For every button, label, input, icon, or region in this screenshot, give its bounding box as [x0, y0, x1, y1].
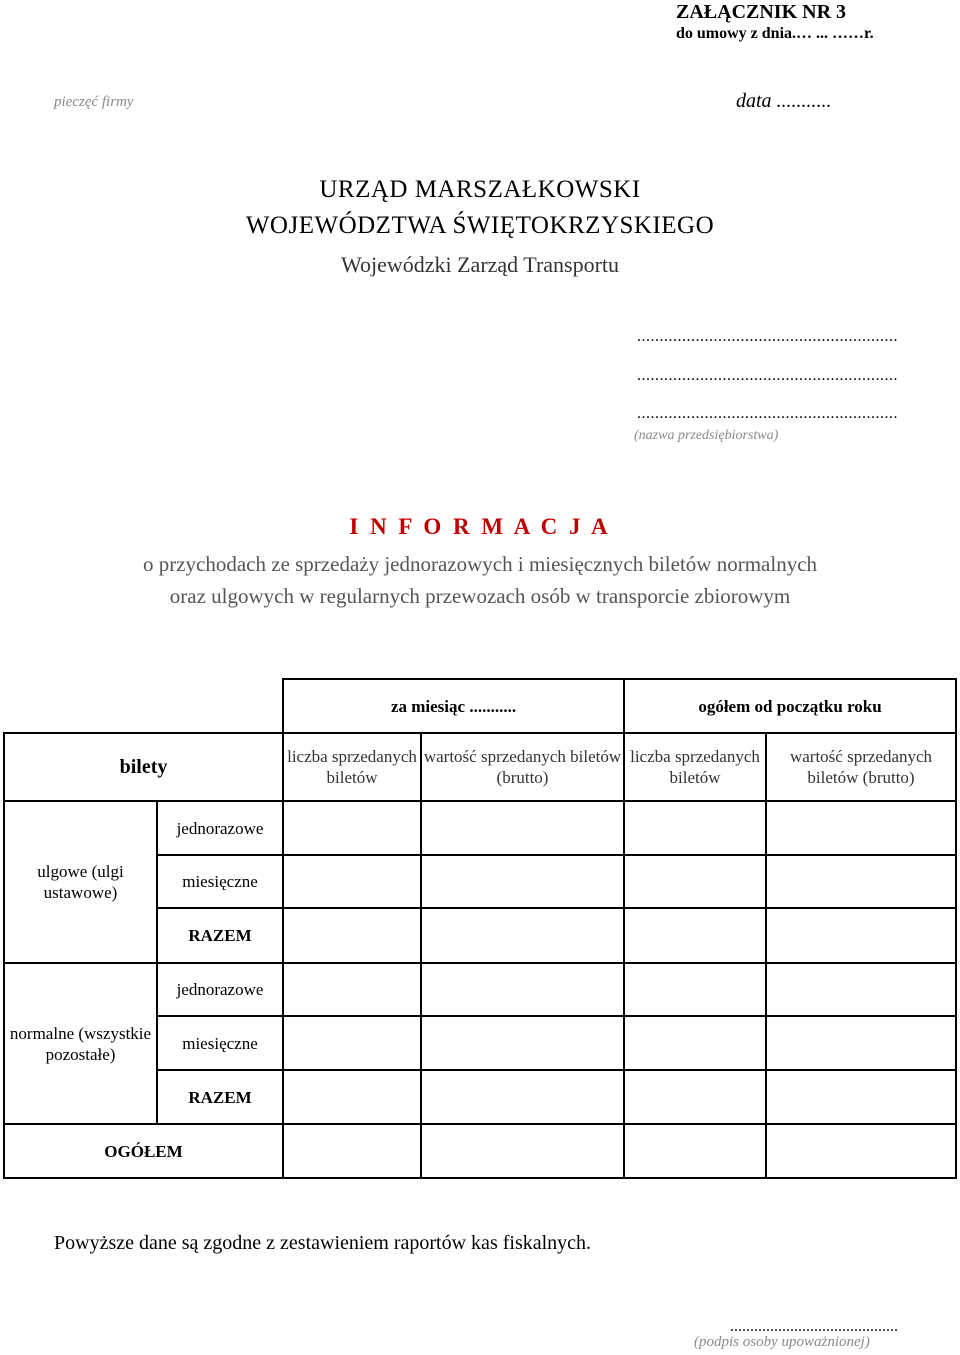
row-label-ogolem: OGÓŁEM	[4, 1124, 283, 1178]
tickets-table	[3, 678, 957, 1179]
cell-norm-razem-count-month[interactable]	[283, 1070, 421, 1124]
cell-ulg-jedn-value-year[interactable]	[766, 801, 956, 855]
table-header-row-2	[4, 733, 956, 801]
cell-norm-mies-value-month[interactable]	[421, 1016, 624, 1070]
annex-title: ZAŁĄCZNIK NR 3	[676, 1, 847, 23]
group-header-month: za miesiąc ...........	[283, 679, 624, 733]
cell-norm-razem-value-month[interactable]	[421, 1070, 624, 1124]
header-value-month: wartość sprzedanych biletów (brutto)	[421, 733, 624, 801]
table-row-total	[4, 1124, 956, 1178]
document-title: I N F O R M A C J A	[349, 514, 611, 539]
cell-ulg-jedn-count-year[interactable]	[624, 801, 766, 855]
table-row	[4, 963, 956, 1016]
company-name-caption: (nazwa przedsiębiorstwa)	[634, 428, 779, 443]
row-label-razem-ulgowe: RAZEM	[157, 908, 283, 963]
cell-norm-jedn-value-year[interactable]	[766, 963, 956, 1016]
header-count-month: liczba sprzedanych biletów	[283, 733, 421, 801]
cell-norm-mies-count-year[interactable]	[624, 1016, 766, 1070]
cell-ulg-mies-count-month[interactable]	[283, 855, 421, 908]
addressee-line-2: WOJEWÓDZTWA ŚWIĘTOKRZYSKIEGO	[245, 212, 715, 239]
cell-ulg-jedn-value-month[interactable]	[421, 801, 624, 855]
company-name-dots-2: ..........................................................	[637, 367, 898, 384]
table-header-row-1	[4, 679, 956, 733]
cell-total-value-month[interactable]	[421, 1124, 624, 1178]
cell-norm-jedn-value-month[interactable]	[421, 963, 624, 1016]
header-bilety: bilety	[4, 733, 283, 801]
signature-line: ..........................................	[730, 1318, 898, 1335]
company-seal-label: pieczęć firmy	[54, 94, 134, 110]
addressee-line-3: Wojewódzki Zarząd Transportu	[340, 252, 620, 277]
cell-ulg-mies-count-year[interactable]	[624, 855, 766, 908]
row-group-ulgowe: ulgowe (ulgi ustawowe)	[4, 801, 157, 963]
cell-ulg-jedn-count-month[interactable]	[283, 801, 421, 855]
signature-caption: (podpis osoby upoważnionej)	[694, 1334, 870, 1350]
cell-norm-jedn-count-year[interactable]	[624, 963, 766, 1016]
cell-ulg-mies-value-year[interactable]	[766, 855, 956, 908]
annex-subtitle: do umowy z dnia.… ... ……r.	[676, 25, 874, 42]
cell-ulg-razem-count-year[interactable]	[624, 908, 766, 963]
date-field: data ...........	[736, 90, 832, 112]
row-label-miesieczne: miesięczne	[157, 1016, 283, 1070]
company-name-dots-1: ..........................................................	[637, 328, 898, 345]
row-group-normalne: normalne (wszystkie pozostałe)	[4, 963, 157, 1124]
header-count-year: liczba sprzedanych biletów	[624, 733, 766, 801]
cell-norm-mies-value-year[interactable]	[766, 1016, 956, 1070]
group-header-year-total: ogółem od początku roku	[624, 679, 956, 733]
addressee-line-1: URZĄD MARSZAŁKOWSKI	[319, 176, 641, 203]
cell-norm-razem-value-year[interactable]	[766, 1070, 956, 1124]
cell-norm-mies-count-month[interactable]	[283, 1016, 421, 1070]
cell-ulg-razem-count-month[interactable]	[283, 908, 421, 963]
cell-total-value-year[interactable]	[766, 1124, 956, 1178]
cell-norm-razem-count-year[interactable]	[624, 1070, 766, 1124]
cell-total-count-year[interactable]	[624, 1124, 766, 1178]
document-subtitle-1: o przychodach ze sprzedaży jednorazowych i miesięcznych biletów normalnych	[142, 552, 818, 576]
row-label-jednorazowe: jednorazowe	[157, 963, 283, 1016]
empty-corner-cell	[4, 679, 283, 733]
cell-ulg-mies-value-month[interactable]	[421, 855, 624, 908]
row-label-miesieczne: miesięczne	[157, 855, 283, 908]
cell-total-count-month[interactable]	[283, 1124, 421, 1178]
fiscal-statement: Powyższe dane są zgodne z zestawieniem raportów kas fiskalnych.	[54, 1232, 592, 1254]
cell-ulg-razem-value-year[interactable]	[766, 908, 956, 963]
header-value-year: wartość sprzedanych biletów (brutto)	[766, 733, 956, 801]
row-label-razem-normalne: RAZEM	[157, 1070, 283, 1124]
cell-norm-jedn-count-month[interactable]	[283, 963, 421, 1016]
table-row	[4, 801, 956, 855]
company-name-dots-3: ..........................................................	[637, 405, 898, 422]
cell-ulg-razem-value-month[interactable]	[421, 908, 624, 963]
row-label-jednorazowe: jednorazowe	[157, 801, 283, 855]
document-subtitle-2: oraz ulgowych w regularnych przewozach osób w transporcie zbiorowym	[169, 584, 791, 608]
